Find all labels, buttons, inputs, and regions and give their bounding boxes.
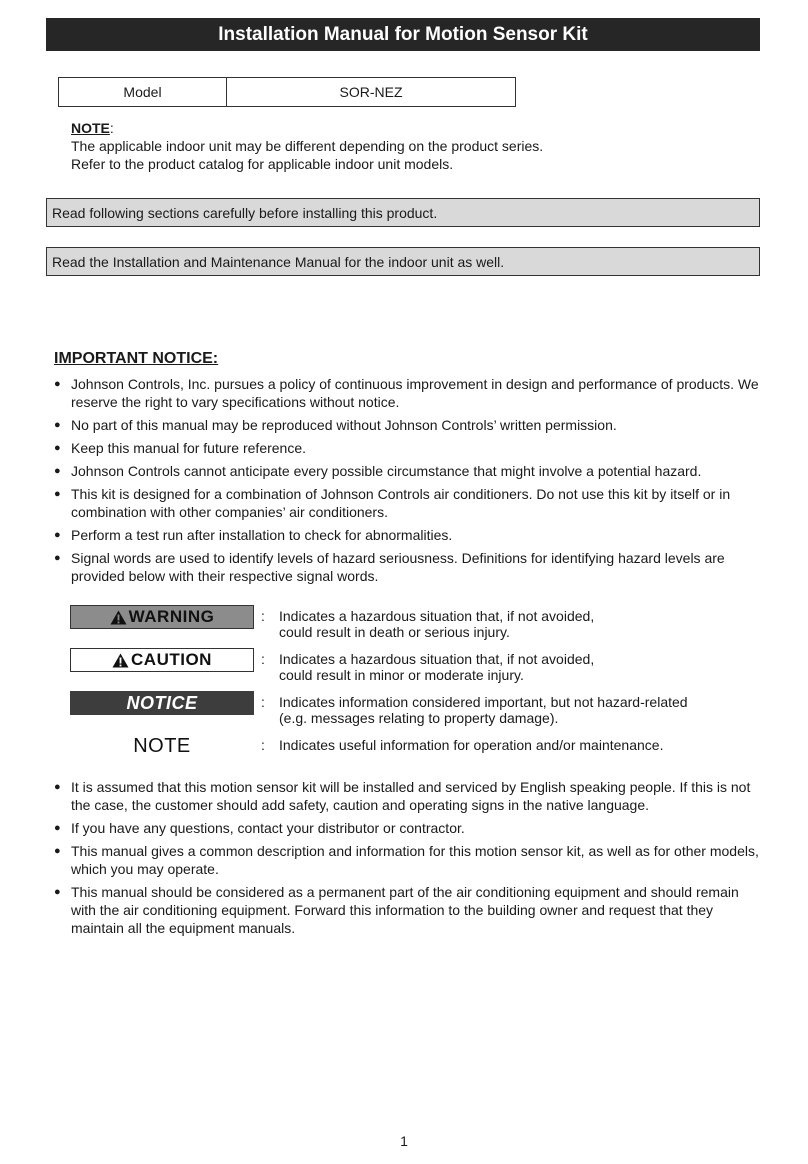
important-notice-list — [54, 375, 766, 590]
bullet-icon: ● — [54, 529, 61, 541]
bullet-icon: ● — [54, 442, 61, 454]
list-item: ● Perform a test run after installation to check for abnormalities. — [54, 527, 453, 543]
notice-label: NOTICE — [70, 691, 254, 715]
bullet-icon: ● — [54, 845, 61, 857]
warning-triangle-icon — [112, 653, 129, 668]
model-label: Model — [59, 78, 227, 106]
model-table — [58, 77, 516, 107]
bullet-icon: ● — [54, 488, 61, 500]
bullet-icon: ● — [54, 552, 61, 564]
note-line: Refer to the product catalog for applicable indoor unit models. — [71, 156, 454, 172]
note-description: Indicates useful information for operation and/or maintenance. — [279, 737, 664, 753]
notice-description: Indicates information considered important, but not hazard-related (e.g. messages relating to property damage). — [279, 694, 688, 726]
model-value: SOR-NEZ — [339, 84, 403, 100]
signal-colon: : — [261, 651, 265, 667]
list-item: ● This manual should be considered as a permanent part of the air conditioning equipment and should remain with the air conditioning equipment. Forward this information to the building owner and request that they maintain all the equipment manuals. — [54, 884, 739, 936]
signal-colon: : — [261, 608, 265, 624]
note-label: NOTE — [133, 735, 191, 757]
warning-label: WARNING — [70, 605, 254, 629]
note-colon: : — [109, 120, 114, 136]
signal-colon: : — [261, 737, 265, 753]
bullet-icon: ● — [54, 465, 61, 477]
bullet-icon: ● — [54, 781, 61, 793]
list-item: ● This manual gives a common description and information for this motion sensor kit, as well as for other models, which you may operate. — [54, 843, 759, 877]
read-manual-box: Read the Installation and Maintenance Manual for the indoor unit as well. — [46, 247, 760, 276]
list-item: ● Johnson Controls, Inc. pursues a policy of continuous improvement in design and performance of products. We reserve the right to vary specifications without notice. — [54, 376, 759, 410]
caution-description: Indicates a hazardous situation that, if not avoided, could result in minor or moderate injury. — [279, 651, 595, 683]
important-notice-heading: IMPORTANT NOTICE: — [54, 350, 219, 367]
read-sections-box: Read following sections carefully before installing this product. — [46, 198, 760, 227]
signal-colon: : — [261, 694, 265, 710]
caution-label: CAUTION — [70, 648, 254, 672]
warning-triangle-icon — [110, 610, 127, 625]
document-title: Installation Manual for Motion Sensor Kit — [46, 18, 760, 51]
note-line: The applicable indoor unit may be different depending on the product series. — [71, 138, 544, 154]
page-number: 1 — [400, 1133, 408, 1149]
list-item: ● If you have any questions, contact your distributor or contractor. — [54, 820, 465, 836]
bullet-icon: ● — [54, 419, 61, 431]
list-item: ● It is assumed that this motion sensor kit will be installed and serviced by English speaking people. If this is not the case, the customer should add safety, caution and operating signs in the native language. — [54, 779, 751, 813]
note-heading: NOTE — [71, 120, 110, 136]
list-item: ● No part of this manual may be reproduced without Johnson Controls’ written permission. — [54, 417, 617, 433]
list-item: ● Signal words are used to identify levels of hazard seriousness. Definitions for identifying hazard levels are provided below with their respective signal words. — [54, 550, 725, 584]
bullet-icon: ● — [54, 378, 61, 390]
note-block — [71, 119, 543, 173]
warning-description: Indicates a hazardous situation that, if not avoided, could result in death or serious injury. — [279, 608, 595, 640]
bullet-icon: ● — [54, 886, 61, 898]
list-item: ● Johnson Controls cannot anticipate every possible circumstance that might involve a potential hazard. — [54, 463, 702, 479]
list-item: ● Keep this manual for future reference. — [54, 440, 307, 456]
closing-list — [54, 778, 766, 942]
list-item: ● This kit is designed for a combination of Johnson Controls air conditioners. Do not use this kit by itself or in combination with other companies’ air conditioners. — [54, 486, 731, 520]
bullet-icon: ● — [54, 822, 61, 834]
